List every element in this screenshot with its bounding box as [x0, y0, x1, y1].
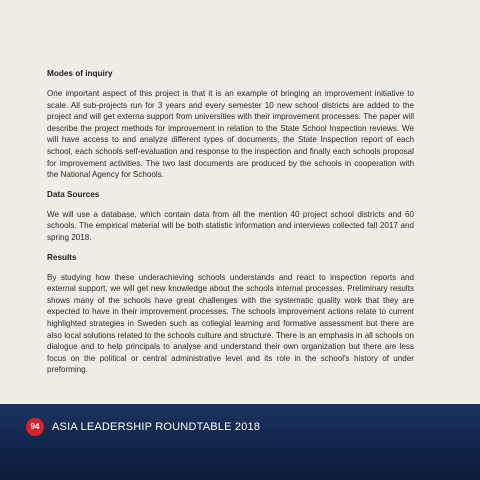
footer-title: ASIA LEADERSHIP ROUNDTABLE 2018 — [52, 421, 261, 433]
page-number-badge: 94 — [26, 418, 44, 436]
section-heading-data-sources: Data Sources — [47, 189, 100, 199]
article-body — [47, 68, 414, 384]
section-paragraph-modes-of-inquiry: One important aspect of this project is that it is an example of bringing an improvement initiative to scale. All sub-projects run for 3 years and every semester 10 new school districts are added to the project and will get externa support from universities with their improvement processes. The paper will describe the project methods for improvement in relation to the State School Inspection reviews. We will have access to and analyze different types of documents, the State Inspection report of each school, each schools self-evaluation and response to the inspection and finally each schools proposal for improvement activities. The two last documents are produced by the schools in cooperation with the National Agency for Schools. — [47, 89, 414, 180]
section-paragraph-data-sources: We will use a database, which contain data from all the mention 40 project school districts and 60 schools. The empirical material will be both statistic information and interviews collected fall 2017 and spring 2018. — [47, 209, 414, 242]
footer-band — [0, 404, 480, 480]
section-heading-results: Results — [47, 252, 77, 262]
section-heading-modes-of-inquiry: Modes of inquiry — [47, 69, 113, 78]
section-paragraph-results: By studying how these underachieving schools understands and react to inspection reports and external support, we will get new knowledge about the schools internal processes. Preliminary results shows many of the schools have great challenges with the systematic quality work that they are expected to have in their improvement processes. The schools improvement actions relate to current highlighted strategies in Sweden such as collegial learning and formative assessment but there are also local solutions related to the schools culture and structure. There is an emphasis in all schools on dialogue and to help principals to analyse and understand their own organization but there are less focus on the political or central administrative level and its role in the school's history of under preforming. — [47, 272, 414, 375]
